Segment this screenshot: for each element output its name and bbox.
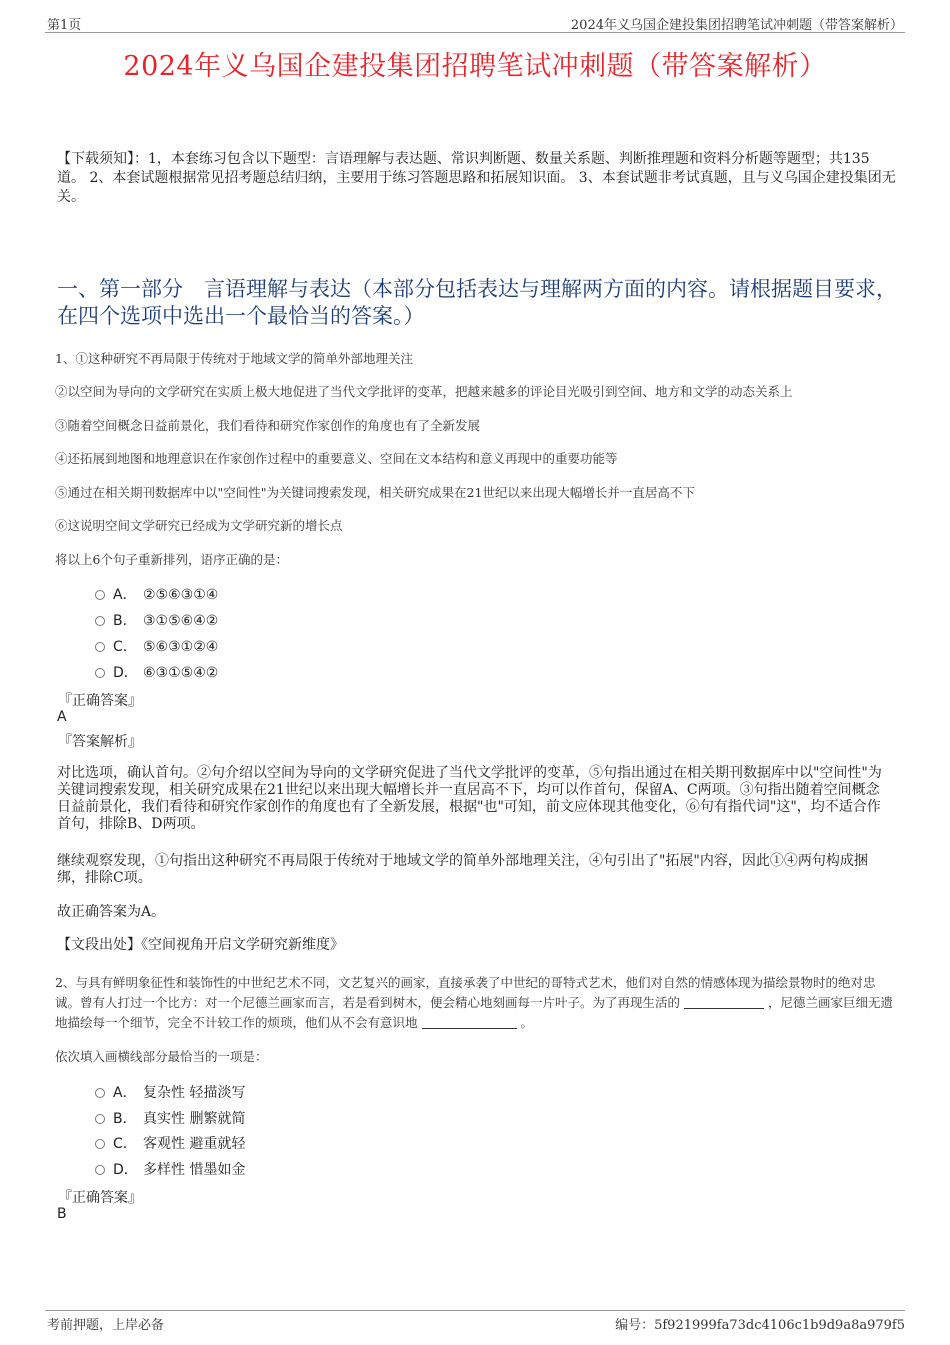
q1-sentence-3: ③随着空间概念日益前景化，我们看待和研究作家创作的角度也有了全新发展 [55, 418, 481, 433]
q1-analysis-paragraph-1: 对比选项，确认首句。②句介绍以空间为导向的文学研究促进了当代文学批评的变革，⑤句指出通过在相关期刊数据库中以"空间性"为关键词搜索发现，相关研究成果在21世纪以来出现大幅增长并一直居高不下，均可以作首句，保留A、C两项。③句指出随着空间概念日益前景化，我们看待和研究作家创作的角度也有了全新发展，根据"也"可知，前文应体现其他变化，⑥句有指代词"这"，均不适合作首句，排除B、D两项。 [57, 765, 882, 832]
q1-option-d[interactable]: D． ⑥③①⑤④② [95, 662, 218, 682]
radio-button-icon[interactable] [95, 1139, 105, 1149]
header-doc-title: 2024年义乌国企建投集团招聘笔试冲刺题（带答案解析） [570, 18, 903, 33]
q2-answer-label: 『正确答案』 [58, 1190, 142, 1206]
q2-blank-2 [422, 1016, 517, 1029]
q1-sentence-6: ⑥这说明空间文学研究已经成为文学研究新的增长点 [55, 518, 343, 533]
q2-prompt: 依次填入画横线部分最恰当的一项是： [55, 1049, 268, 1064]
q1-prompt: 将以上6个句子重新排列，语序正确的是： [55, 552, 288, 567]
q1-analysis-paragraph-2: 继续观察发现，①句指出这种研究不再局限于传统对于地域文学的简单外部地理关注，④句引出了"拓展"内容，因此①④两句构成捆绑，排除C项。 [57, 853, 868, 886]
footer-divider [45, 1310, 905, 1311]
footer-serial: 编号：5f921999fa73dc4106c1b9d9a8a979f5 [615, 1318, 905, 1333]
radio-button-icon[interactable] [95, 590, 105, 600]
q2-option-b[interactable]: B． 真实性 删繁就简 [95, 1108, 245, 1128]
q2-option-c[interactable]: C． 客观性 避重就轻 [95, 1133, 245, 1153]
footer-slogan: 考前押题，上岸必备 [47, 1318, 165, 1333]
q1-option-c[interactable]: C． ⑤⑥③①②④ [95, 636, 218, 656]
radio-button-icon[interactable] [95, 1165, 105, 1175]
q1-option-b[interactable]: B． ③①⑤⑥④② [95, 610, 218, 630]
radio-button-icon[interactable] [95, 1088, 105, 1098]
download-notice: 【下载须知】：1，本套练习包含以下题型：言语理解与表达题、常识判断题、数量关系题、判断推理题和资料分析题等题型；共135道。 2、本套试题根据常见招考题总结归纳，主要用于练习答题思路和拓展知识面。 3、本套试题非考试真题，且与义乌国企建投集团无关。 [57, 151, 896, 205]
q2-blank-1 [684, 996, 764, 1009]
page-title: 2024年义乌国企建投集团招聘笔试冲刺题（带答案解析） [123, 51, 827, 82]
q2-option-d[interactable]: D． 多样性 惜墨如金 [95, 1159, 245, 1179]
q1-sentence-5: ⑤通过在相关期刊数据库中以"空间性"为关键词搜索发现，相关研究成果在21世纪以来出现大幅增长并一直居高不下 [55, 485, 695, 500]
q1-sentence-1: 1、①这种研究不再局限于传统对于地域文学的简单外部地理关注 [55, 351, 413, 366]
q2-option-a[interactable]: A． 复杂性 轻描淡写 [95, 1082, 245, 1102]
section-heading: 一、第一部分 言语理解与表达（本部分包括表达与理解两方面的内容。请根据题目要求，在四个选项中选出一个最恰当的答案。） [57, 277, 897, 328]
q1-sentence-2: ②以空间为导向的文学研究在实质上极大地促进了当代文学批评的变革，把越来越多的评论目光吸引到空间、地方和文学的动态关系上 [55, 384, 793, 399]
q1-source: 【文段出处】《空间视角开启文学研究新维度》 [57, 937, 344, 953]
radio-button-icon[interactable] [95, 616, 105, 626]
q1-sentence-4: ④还拓展到地图和地理意识在作家创作过程中的重要意义、空间在文本结构和意义再现中的重要功能等 [55, 451, 618, 466]
radio-button-icon[interactable] [95, 668, 105, 678]
header-divider [45, 32, 905, 33]
q1-option-a[interactable]: A． ②⑤⑥③①④ [95, 584, 218, 604]
header-page-number: 第1页 [47, 18, 82, 33]
radio-button-icon[interactable] [95, 642, 105, 652]
q2-stem: 2、与具有鲜明象征性和装饰性的中世纪艺术不同，文艺复兴的画家，直接承袭了中世纪的哥特式艺术，他们对自然的情感体现为描绘景物时的绝对忠诚。曾有人打过一个比方：对一个尼德兰画家而言，若是看到树木，便会精心地刻画每一片叶子。为了再现生活的 ，尼德兰画家巨细无遗地描绘每一个细节，完全不计较工作的烦琐，他们从不会有意识地 。 [55, 975, 894, 1030]
q1-answer-label: 『正确答案』 [58, 693, 142, 709]
q1-answer: A [57, 709, 67, 725]
q1-analysis-paragraph-3: 故正确答案为A。 [57, 904, 166, 920]
q2-answer: B [57, 1206, 67, 1222]
q1-analysis-label: 『答案解析』 [58, 734, 142, 750]
radio-button-icon[interactable] [95, 1114, 105, 1124]
